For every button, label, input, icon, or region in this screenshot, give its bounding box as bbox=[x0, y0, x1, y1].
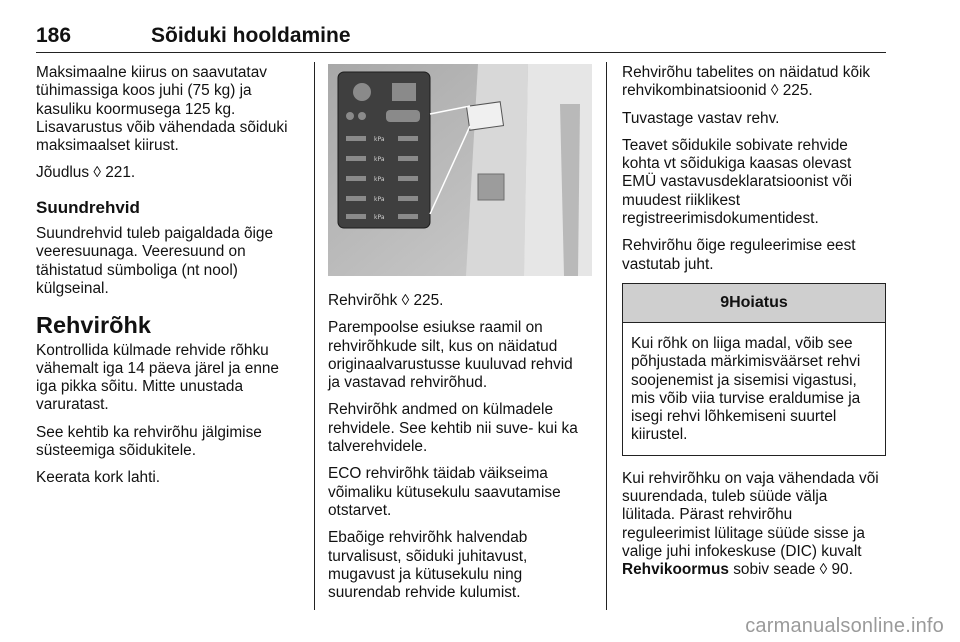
door-frame-illustration bbox=[328, 64, 592, 276]
paragraph-driver-responsible: Rehvirõhu õige reguleerimise eest vastutab juht. bbox=[622, 237, 856, 273]
page-header bbox=[36, 22, 886, 53]
paragraph-pressure-tables: Rehvirõhu tabelites on näidatud kõik rehvikombinatsioonid ◊ 225. bbox=[622, 64, 871, 100]
column-divider bbox=[606, 62, 607, 610]
column-divider bbox=[314, 62, 315, 610]
warning-box bbox=[622, 283, 886, 456]
page-number: 186 bbox=[36, 24, 72, 47]
paragraph-pressure-ref: Rehvirõhk ◊ 225. bbox=[328, 292, 444, 309]
label-row-unit: kPa bbox=[374, 136, 385, 143]
warning-text: Kui rõhk on liiga madal, võib see põhjustada märkimisväärset rehvi soojenemist ja sisemisi vigastusi, mis võib viia turvise eraldumise ja isegi rehvi lõhkemiseni suurtel kiirustel. bbox=[631, 334, 861, 444]
column-3 bbox=[622, 64, 888, 589]
watermark: carmanualsonline.info bbox=[745, 615, 944, 637]
chapter-title: Sõiduki hooldamine bbox=[151, 24, 351, 47]
paragraph-eco-pressure: ECO rehvirõhk täidab väikseima võimaliku kütusekulu saavutamise otstarvet. bbox=[328, 465, 561, 519]
heading-directional-tyres: Suundrehvid bbox=[36, 197, 140, 217]
paragraph-adjust-pressure: Kui rehvirõhku on vaja vähendada või suurendada, tuleb süüde välja lülitada. Pärast rehvirõhu reguleerimist lülitage süüde sisse ja valige juhi infokeskuse (DIC) kuvalt Rehvikoormus sobiv seade ◊ 90. bbox=[622, 469, 879, 579]
paragraph-cold-tyres: Rehvirõhk andmed on külmadele rehvidele. See kehtib nii suve- kui ka talverehvidele. bbox=[328, 401, 578, 456]
label-row-unit: kPa bbox=[374, 196, 385, 203]
tyre-label-figure bbox=[328, 64, 592, 276]
paragraph-directional: Suundrehvid tuleb paigaldada õige veeresuunaga. Veeresuund on tähistatud sümboliga (nt nool) külgseinal. bbox=[36, 225, 274, 297]
menu-term: Rehvikoormus bbox=[622, 561, 729, 579]
paragraph-label-location: Parempoolse esiukse raamil on rehvirõhkude silt, kus on näidatud originaalvarustusse kuuluvad rehvid ja vastavad rehvirõhud. bbox=[328, 319, 573, 392]
label-row-unit: kPa bbox=[374, 156, 385, 163]
paragraph-tyre-info: Teavet sõidukile sobivate rehvide kohta vt sõidukiga kaasas olevast EMÜ vastavusdeklaratsioonist või muudest riiklikest registreerimisdokumentidest. bbox=[622, 136, 853, 228]
paragraph-monitoring: See kehtib ka rehvirõhu jälgimise süsteemiga sõidukitele. bbox=[36, 423, 262, 460]
label-row-unit: kPa bbox=[374, 176, 385, 183]
paragraph-max-speed: Maksimaalne kiirus on saavutatav tühimassiga koos juhi (75 kg) ja kasuliku koormusega 125 kg. Lisavarustus võib vähendada sõiduki maksimaalset kiirust. bbox=[36, 64, 288, 155]
paragraph-wrong-pressure: Ebaõige rehvirõhk halvendab turvalisust, sõiduki juhitavust, mugavust ja kütusekulu ning suurendab rehvide kulumist. bbox=[328, 529, 528, 602]
warning-title: 9Hoiatus bbox=[623, 284, 885, 323]
paragraph-identify-tyre: Tuvastage vastav rehv. bbox=[622, 109, 780, 127]
paragraph-check-pressure: Kontrollida külmade rehvide rõhku vähemalt iga 14 päeva järel ja enne iga pikka sõitu. Mitte unustada varuratast. bbox=[36, 341, 279, 414]
label-row-unit: kPa bbox=[374, 214, 385, 221]
heading-tyre-pressure: Rehvirõhk bbox=[36, 312, 151, 339]
column-2 bbox=[328, 64, 592, 611]
paragraph-performance-ref: Jõudlus ◊ 221. bbox=[36, 164, 136, 182]
column-1 bbox=[36, 64, 302, 497]
paragraph-unscrew-cap: Keerata kork lahti. bbox=[36, 469, 161, 487]
